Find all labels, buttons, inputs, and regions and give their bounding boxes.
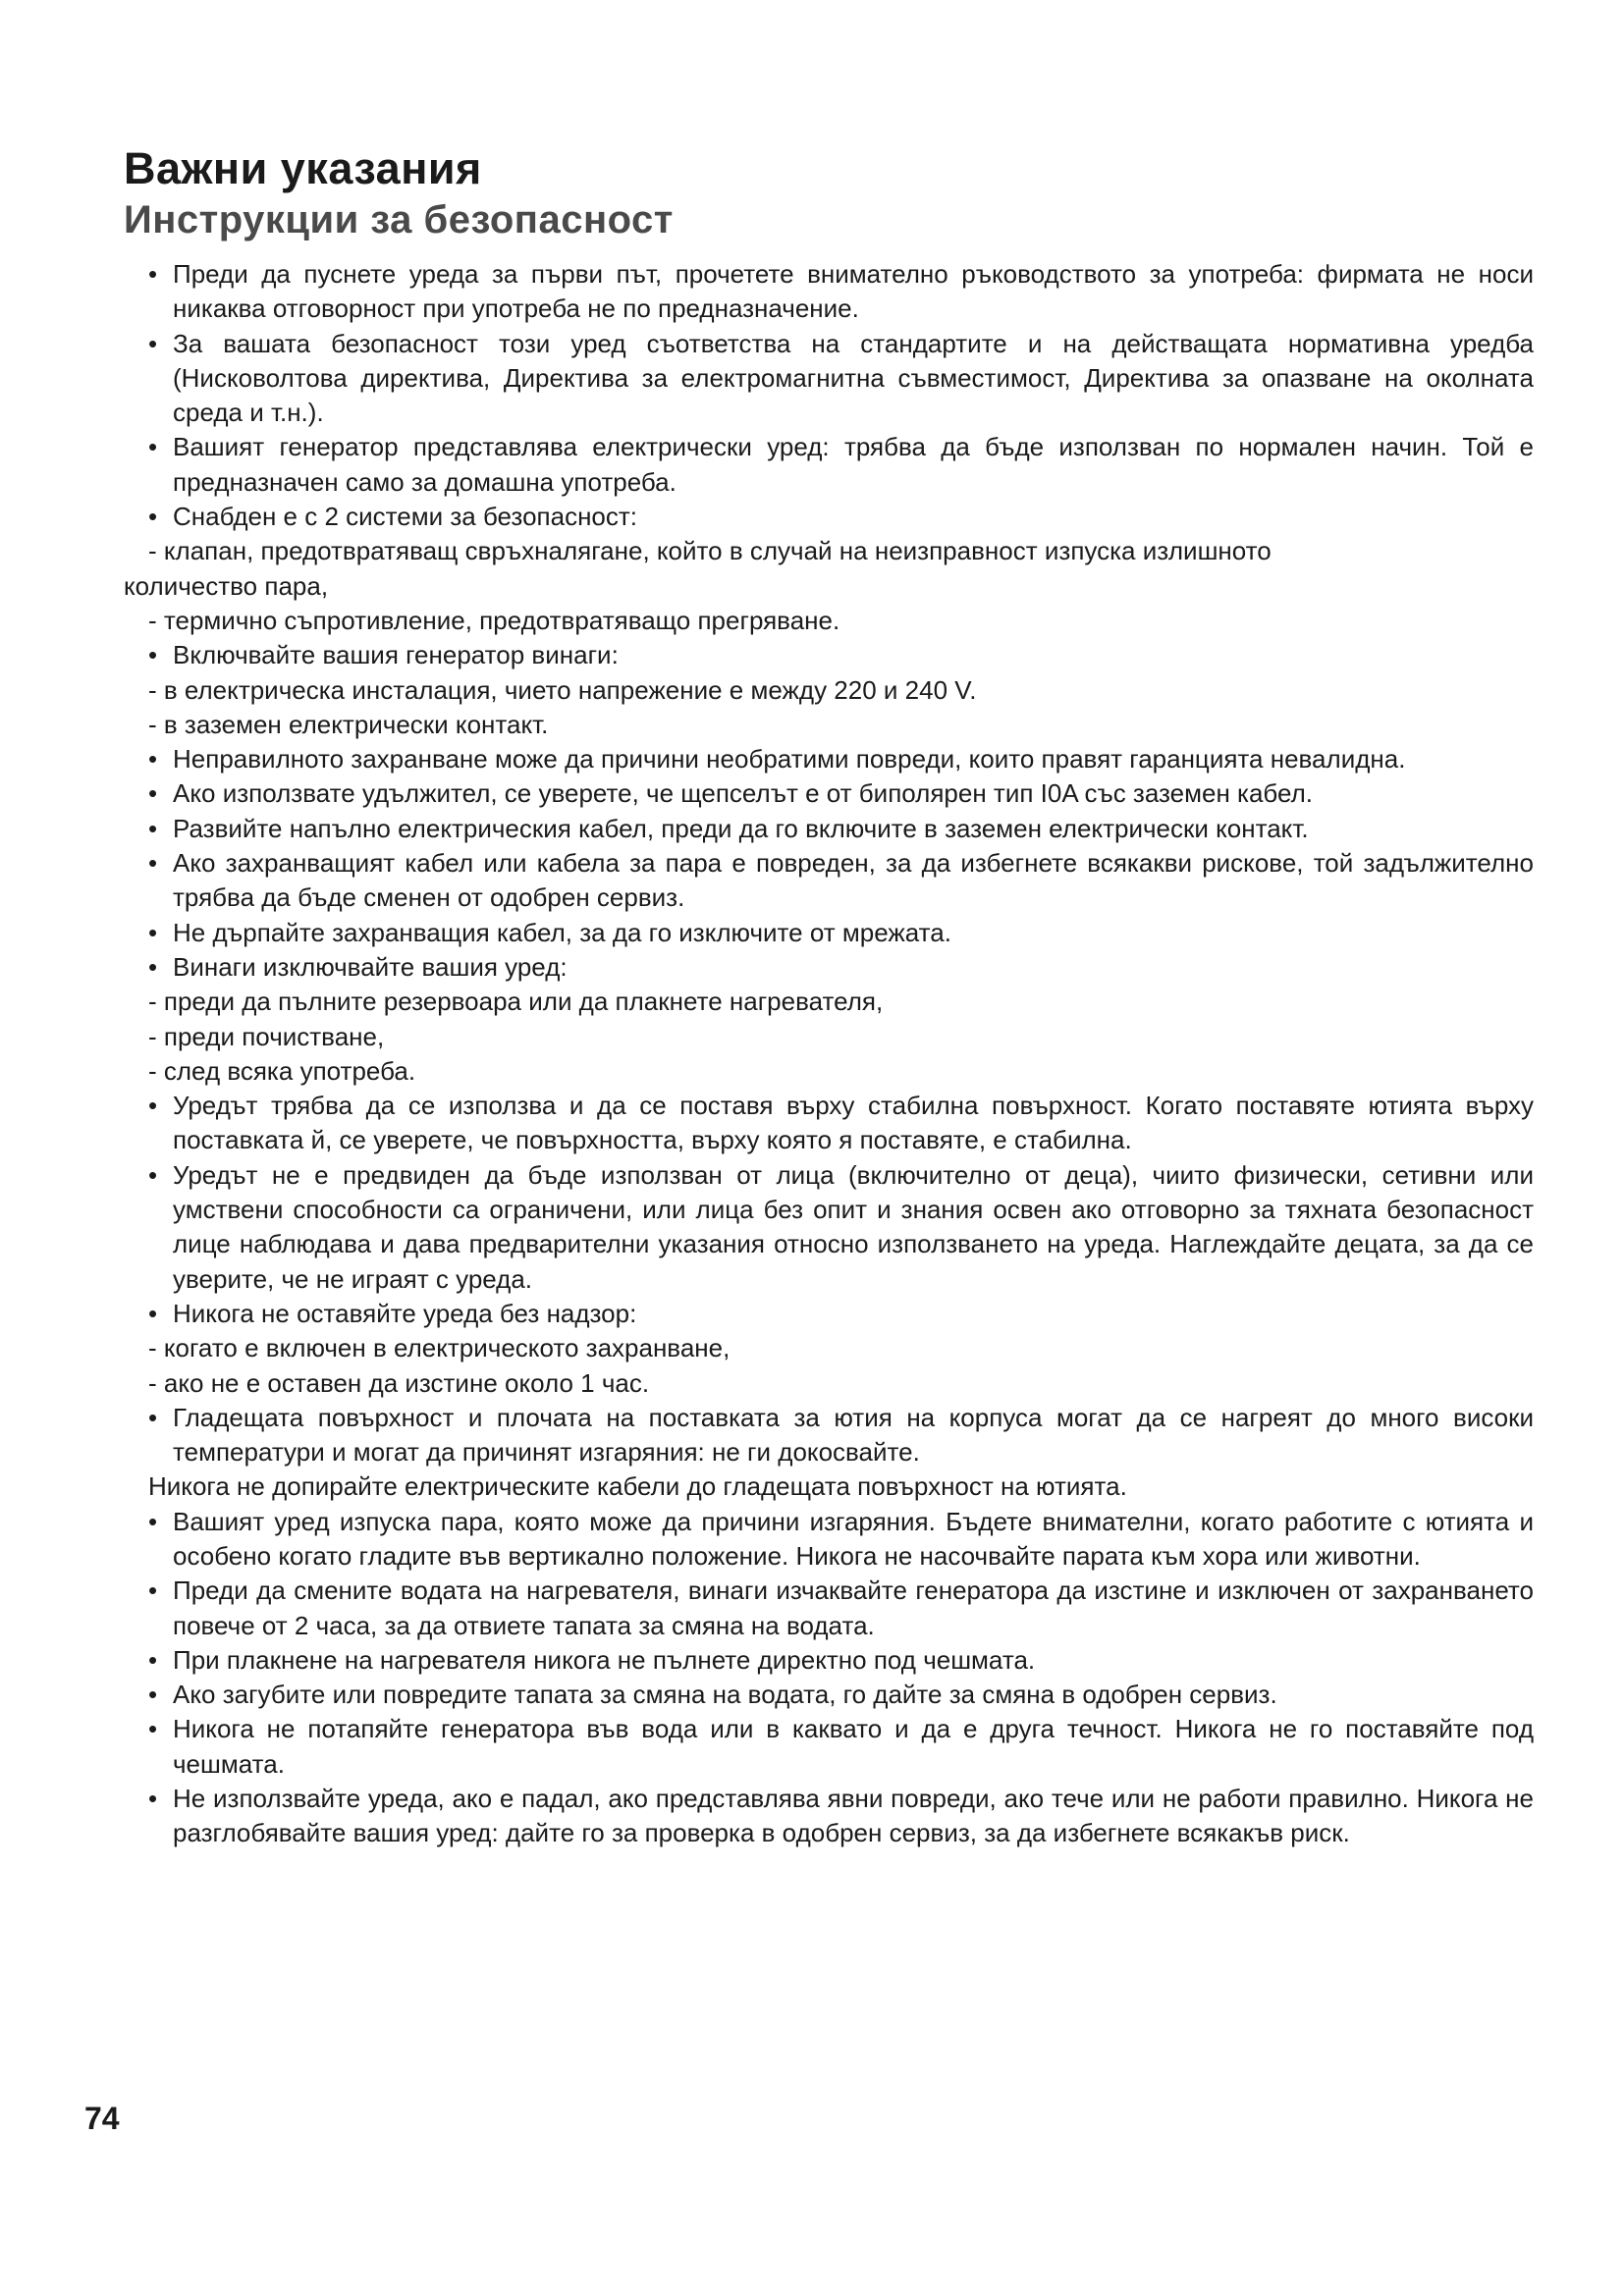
bullet-item — [124, 1643, 1534, 1678]
bullet-text: При плакнене на нагревателя никога не пълнете директно под чешмата. — [173, 1644, 1036, 1675]
bullet-text: Уредът не е предвиден да бъде използван от лица (включително от деца), чиито физически, сетивни или умствени способности са ограничени, или лица без опит и знания освен ако отговорно за тяхната безопасност лице наблюдава и дава предварителни указания относно използването на уреда. Наглеждайте децата, за да се уверите, че не играят с уреда. — [173, 1159, 1534, 1294]
text-line: количество пара, — [124, 570, 329, 601]
bullet-item — [124, 1089, 1534, 1158]
sub-item: - термично съпротивление, предотвратяващо прегряване. — [148, 605, 840, 635]
bullet-text: Неправилното захранване може да причини необратими повреди, които правят гаранцията невалидна. — [173, 744, 1406, 774]
safety-instructions-list — [124, 257, 1534, 1851]
sub-item: - в заземен електрически контакт. — [148, 709, 549, 739]
bullet-marker: • — [148, 778, 158, 809]
bullet-item — [124, 950, 1534, 985]
sub-item: - преди да пълните резервоара или да плакнете нагревателя, — [148, 987, 884, 1017]
bullet-item — [124, 257, 1534, 327]
bullet-marker: • — [148, 1575, 158, 1606]
bullet-item — [124, 776, 1534, 811]
bullet-marker: • — [148, 328, 158, 358]
bullet-marker: • — [148, 1784, 158, 1814]
bullet-item — [124, 1297, 1534, 1331]
sub-item: - в електрическа инсталация, чието напрежение е между 220 и 240 V. — [148, 674, 977, 705]
bullet-item — [124, 1712, 1534, 1782]
bullet-marker: • — [148, 917, 158, 947]
bullet-marker: • — [148, 951, 158, 982]
bullet-marker: • — [148, 1644, 158, 1675]
bullet-item — [124, 500, 1534, 534]
bullet-text: Вашият уред изпуска пара, която може да причини изгаряния. Бъдете внимателни, когато работите с ютията и особено когато гладите във вертикално положение. Никога не насочвайте парата към хора или животни. — [173, 1506, 1534, 1571]
bullet-marker: • — [148, 1402, 158, 1432]
bullet-text: Снабден е с 2 системи за безопасност: — [173, 502, 638, 532]
sub-item: Никога не допирайте електрическите кабели до гладещата повърхност на ютията. — [148, 1471, 1127, 1502]
bullet-item — [124, 1782, 1534, 1851]
bullet-text: Гладещата повърхност и плочата на поставката за ютия на корпуса могат да се нагреят до много високи температури и могат да причинят изгаряния: не ги докосвайте. — [173, 1402, 1534, 1468]
bullet-item — [124, 742, 1534, 776]
sub-item: - след всяка употреба. — [148, 1055, 416, 1086]
bullet-item — [124, 1678, 1534, 1712]
bullet-text: Уредът трябва да се използва и да се поставя върху стабилна повърхност. Когато поставяте ютията върху поставката й, се уверете, че повърхността, върху която я поставяте, е стабилна. — [173, 1091, 1534, 1155]
bullet-marker: • — [148, 432, 158, 462]
bullet-marker: • — [148, 1159, 158, 1190]
bullet-marker: • — [148, 502, 158, 532]
bullet-item — [124, 430, 1534, 500]
bullet-text: Никога не потапяйте генератора във вода или в каквато и да е друга течност. Никога не го поставяйте под чешмата. — [173, 1714, 1534, 1779]
page-title: Важни указания — [124, 143, 482, 193]
bullet-marker: • — [148, 1714, 158, 1744]
bullet-marker: • — [148, 1506, 158, 1536]
bullet-item — [124, 638, 1534, 672]
bullet-marker: • — [148, 813, 158, 843]
bullet-item — [124, 1158, 1534, 1297]
bullet-text: Винаги изключвайте вашия уред: — [173, 951, 568, 982]
sub-item: - клапан, предотвратяващ свръхналягане, който в случай на неизправност изпуска излишното — [148, 536, 1272, 566]
bullet-text: Развийте напълно електрическия кабел, преди да го включите в заземен електрически контакт. — [173, 813, 1309, 843]
bullet-item — [124, 1574, 1534, 1643]
bullet-text: За вашата безопасност този уред съответства на стандартите и на действащата нормативна уредба (Нисковолтова директива, Директива за електромагнитна съвместимост, Директива за опазване на околната среда и т.н.). — [173, 328, 1534, 428]
bullet-text: Никога не оставяйте уреда без надзор: — [173, 1298, 637, 1328]
section-subtitle: Инструкции за безопасност — [124, 198, 674, 241]
bullet-item — [124, 812, 1534, 846]
bullet-text: Преди да пуснете уреда за първи път, прочетете внимателно ръководството за употреба: фирмата не носи никаква отговорност при употреба не по предназначение. — [173, 259, 1534, 324]
page-number: 74 — [84, 2101, 120, 2136]
sub-item: - когато е включен в електрическото захранване, — [148, 1333, 731, 1363]
bullet-text: Ако захранващият кабел или кабела за пара е повреден, за да избегнете всякакви рискове, той задължително трябва да бъде сменен от одобрен сервиз. — [173, 848, 1534, 913]
bullet-marker: • — [148, 848, 158, 879]
bullet-item — [124, 846, 1534, 916]
bullet-marker: • — [148, 744, 158, 774]
sub-item: - преди почистване, — [148, 1021, 385, 1051]
bullet-item — [124, 916, 1534, 950]
bullet-item — [124, 1401, 1534, 1470]
bullet-text: Ако загубите или повредите тапата за смяна на водата, го дайте за смяна в одобрен сервиз. — [173, 1680, 1277, 1710]
bullet-marker: • — [148, 259, 158, 289]
bullet-text: Преди да смените водата на нагревателя, винаги изчаквайте генератора да изстине и изключен от захранването повече от 2 часа, за да отвиете тапата за смяна на водата. — [173, 1575, 1534, 1640]
bullet-item — [124, 1505, 1534, 1575]
bullet-marker: • — [148, 640, 158, 670]
bullet-text: Не използвайте уреда, ако е падал, ако представлява явни повреди, ако тече или не работи правилно. Никога не разглобявайте вашия уред: дайте го за проверка в одобрен сервиз, за да избегнете всякакъв риск. — [173, 1784, 1534, 1848]
bullet-text: Вашият генератор представлява електрически уред: трябва да бъде използван по нормален начин. Той е предназначен само за домашна употреба. — [173, 432, 1534, 497]
bullet-text: Включвайте вашия генератор винаги: — [173, 640, 619, 670]
bullet-item — [124, 327, 1534, 431]
bullet-marker: • — [148, 1091, 158, 1121]
bullet-marker: • — [148, 1680, 158, 1710]
sub-item: - ако не е оставен да изстине около 1 час. — [148, 1367, 650, 1398]
bullet-text: Ако използвате удължител, се уверете, че щепселът е от биполярен тип I0A със заземен кабел. — [173, 778, 1314, 809]
bullet-marker: • — [148, 1298, 158, 1328]
bullet-text: Не дърпайте захранващия кабел, за да го изключите от мрежата. — [173, 917, 951, 947]
